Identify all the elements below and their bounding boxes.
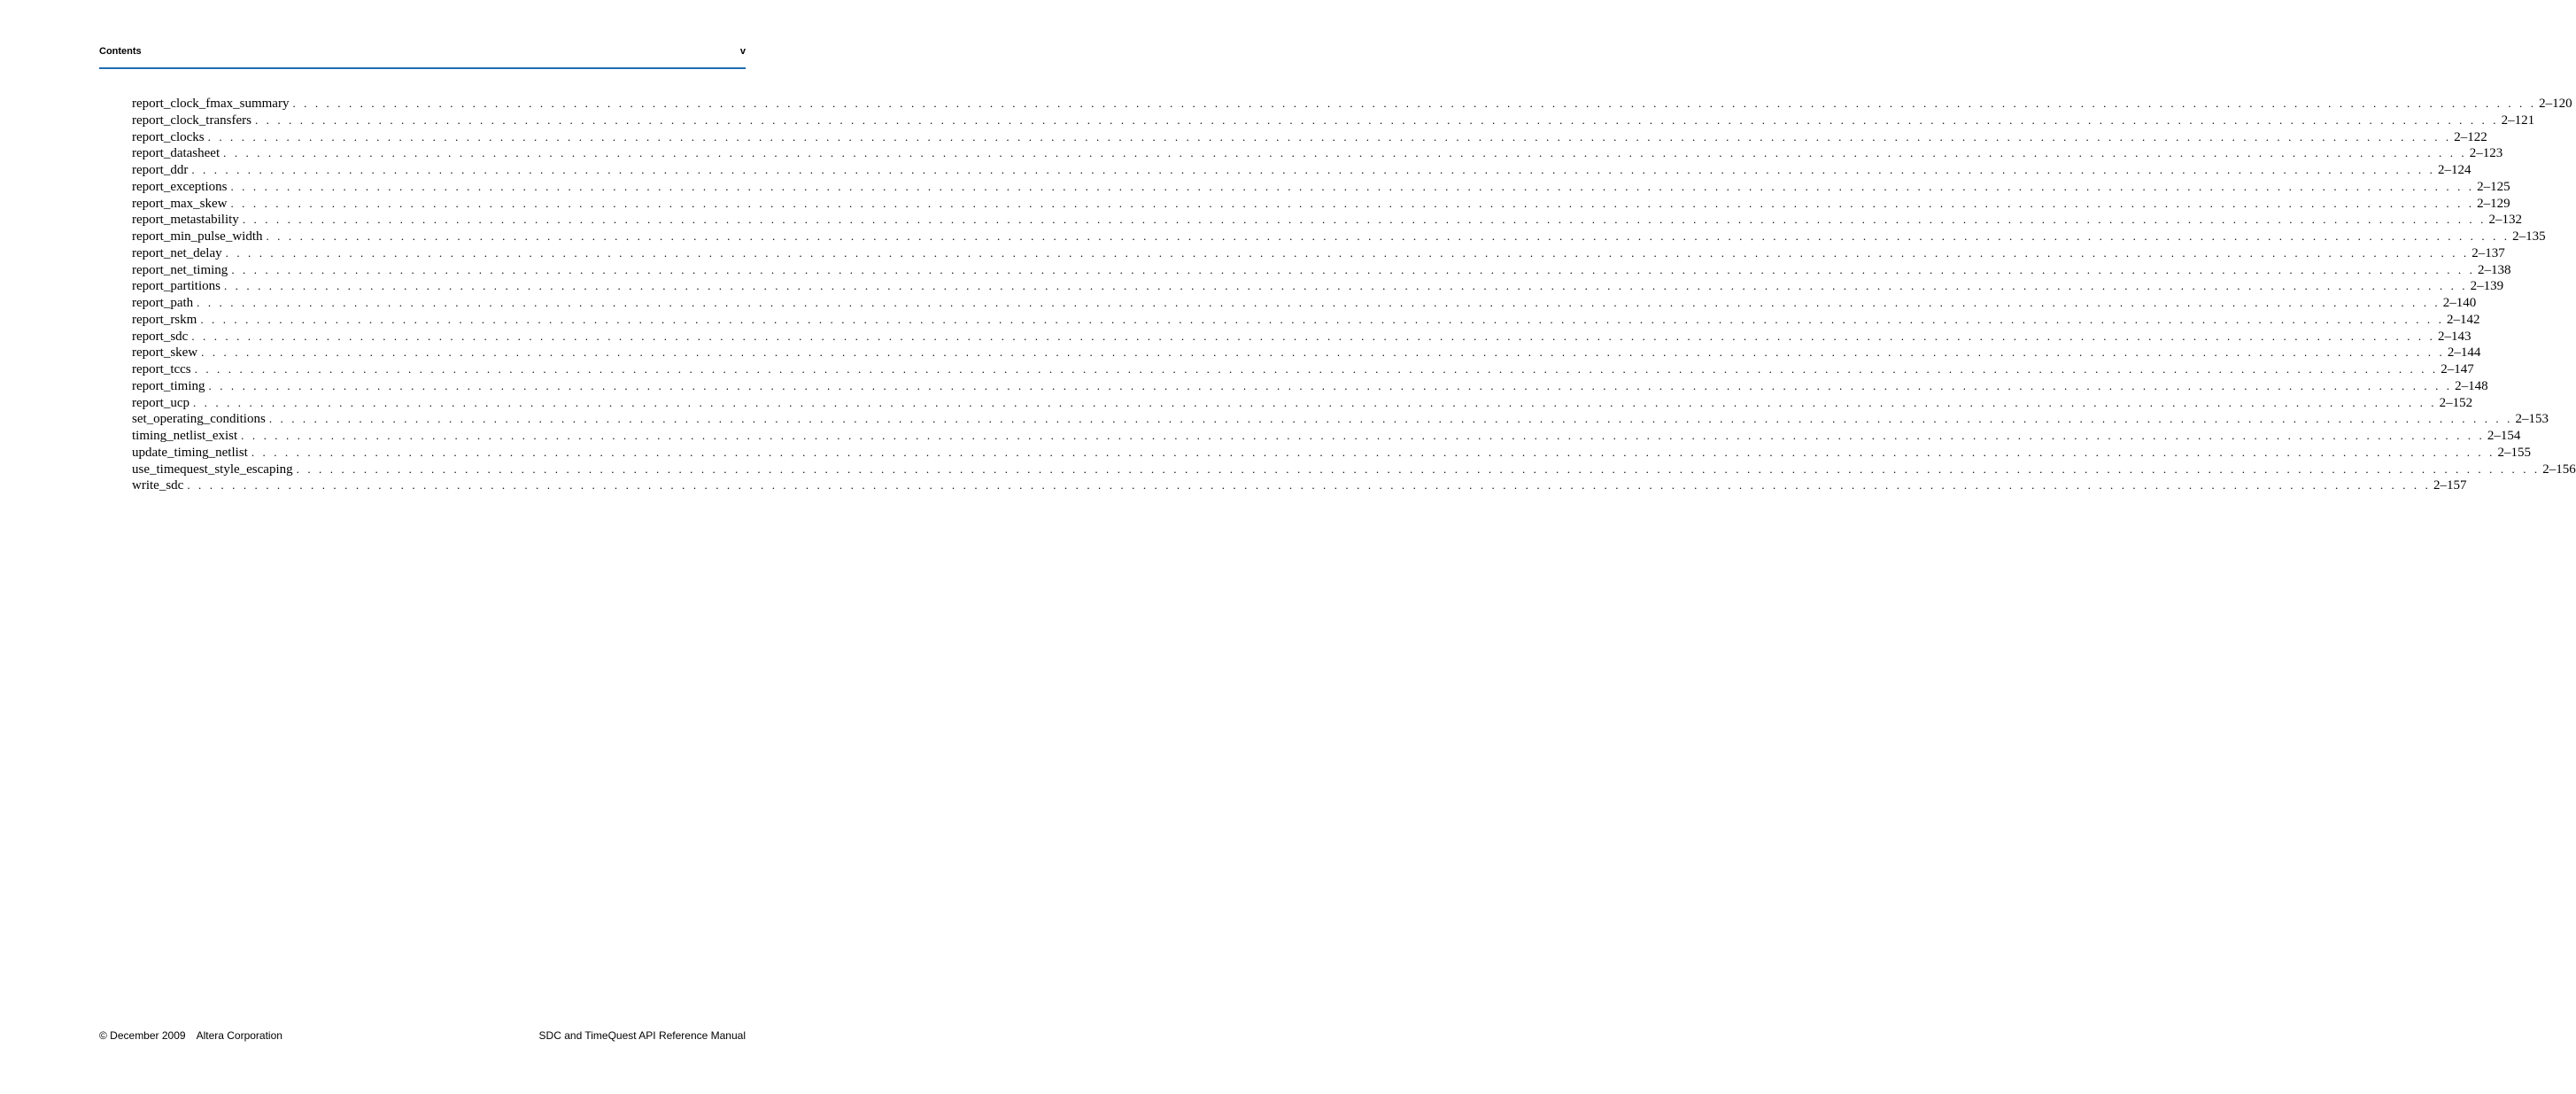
- toc-entry[interactable]: [132, 113, 2535, 129]
- toc-dot-leader: . . . . . . . . . . . . . . . . . . . . . . . . . . . . . . . . . . . . . . . . . . . . . . . . . . . . . . . . . . . . . . . . . . . . . . . . . . . . . . . . . . . . . . . . . . . . . . . . . . . . . . . . . . . . . . . . . . . . . . . . . . . . . . . . . . . . . . . . . . . . . . . . . . . . . . . . . . . . . . . . . . . . . . . . . . . . . . . . . . . . . . . . . . . . . . . . . . . . . . . .: [241, 429, 2485, 442]
- toc-entry-page: 2–155: [2497, 445, 2531, 460]
- toc-dot-leader: . . . . . . . . . . . . . . . . . . . . . . . . . . . . . . . . . . . . . . . . . . . . . . . . . . . . . . . . . . . . . . . . . . . . . . . . . . . . . . . . . . . . . . . . . . . . . . . . . . . . . . . . . . . . . . . . . . . . . . . . . . . . . . . . . . . . . . . . . . . . . . . . . . . . . . . . . . . . . . . . . . . . . . . . . . . . . . . . . . . . . . . . . . . . . . . . . . . . . . . .: [223, 279, 2468, 293]
- toc-entry-title: report_tccs: [132, 362, 191, 376]
- toc-entry-page: 2–148: [2455, 378, 2488, 393]
- toc-dot-leader: . . . . . . . . . . . . . . . . . . . . . . . . . . . . . . . . . . . . . . . . . . . . . . . . . . . . . . . . . . . . . . . . . . . . . . . . . . . . . . . . . . . . . . . . . . . . . . . . . . . . . . . . . . . . . . . . . . . . . . . . . . . . . . . . . . . . . . . . . . . . . . . . . . . . . . . . . . . . . . . . . . . . . . . . . . . . . . . . . . . . . . . . . . . . . . . . . . . . . . . .: [194, 362, 2439, 376]
- toc-entry-page: 2–123: [2469, 146, 2503, 161]
- toc-entry-title: report_sdc: [132, 329, 189, 344]
- page-footer: [99, 1029, 746, 1044]
- footer-manual-title: SDC and TimeQuest API Reference Manual: [538, 1029, 746, 1042]
- toc-entry[interactable]: [132, 245, 2505, 262]
- toc-dot-leader: . . . . . . . . . . . . . . . . . . . . . . . . . . . . . . . . . . . . . . . . . . . . . . . . . . . . . . . . . . . . . . . . . . . . . . . . . . . . . . . . . . . . . . . . . . . . . . . . . . . . . . . . . . . . . . . . . . . . . . . . . . . . . . . . . . . . . . . . . . . . . . . . . . . . . . . . . . . . . . . . . . . . . . . . . . . . . . . . . . . . . . . . . . . . . . . . . . . . . . . .: [225, 245, 2470, 260]
- toc-dot-leader: . . . . . . . . . . . . . . . . . . . . . . . . . . . . . . . . . . . . . . . . . . . . . . . . . . . . . . . . . . . . . . . . . . . . . . . . . . . . . . . . . . . . . . . . . . . . . . . . . . . . . . . . . . . . . . . . . . . . . . . . . . . . . . . . . . . . . . . . . . . . . . . . . . . . . . . . . . . . . . . . . . . . . . . . . . . . . . . . . . . . . . . . . . . . . . . . . . . . . . . .: [191, 329, 2435, 343]
- toc-entry-title: report_partitions: [132, 279, 220, 294]
- header-page-number: v: [739, 46, 746, 57]
- toc-dot-leader: . . . . . . . . . . . . . . . . . . . . . . . . . . . . . . . . . . . . . . . . . . . . . . . . . . . . . . . . . . . . . . . . . . . . . . . . . . . . . . . . . . . . . . . . . . . . . . . . . . . . . . . . . . . . . . . . . . . . . . . . . . . . . . . . . . . . . . . . . . . . . . . . . . . . . . . . . . . . . . . . . . . . . . . . . . . . . . . . . . . . . . . . . . . . . . . . . . . . . . . .: [230, 179, 2475, 193]
- toc-entry-title: report_datasheet: [132, 146, 220, 161]
- toc-entry-title: report_timing: [132, 378, 205, 393]
- toc-dot-leader: . . . . . . . . . . . . . . . . . . . . . . . . . . . . . . . . . . . . . . . . . . . . . . . . . . . . . . . . . . . . . . . . . . . . . . . . . . . . . . . . . . . . . . . . . . . . . . . . . . . . . . . . . . . . . . . . . . . . . . . . . . . . . . . . . . . . . . . . . . . . . . . . . . . . . . . . . . . . . . . . . . . . . . . . . . . . . . . . . . . . . . . . . . . . . . . . . . . . . . . .: [230, 196, 2475, 210]
- toc-entry-page: 2–132: [2488, 213, 2522, 228]
- footer-company: Altera Corporation: [196, 1029, 282, 1042]
- toc-entry-page: 2–157: [2433, 478, 2467, 493]
- toc-entry-page: 2–140: [2442, 296, 2477, 310]
- toc-entry[interactable]: [132, 262, 2511, 279]
- footer-date: © December 2009: [99, 1029, 186, 1042]
- toc-entry-title: report_net_timing: [132, 262, 228, 277]
- toc-entry-page: 2–121: [2501, 113, 2535, 128]
- toc-entry-page: 2–125: [2477, 179, 2510, 194]
- toc-entry-page: 2–144: [2447, 345, 2481, 361]
- toc-entry[interactable]: [132, 96, 2572, 113]
- toc-entry-title: report_metastability: [132, 213, 239, 228]
- toc-entry-page: 2–153: [2515, 412, 2549, 427]
- toc-dot-leader: . . . . . . . . . . . . . . . . . . . . . . . . . . . . . . . . . . . . . . . . . . . . . . . . . . . . . . . . . . . . . . . . . . . . . . . . . . . . . . . . . . . . . . . . . . . . . . . . . . . . . . . . . . . . . . . . . . . . . . . . . . . . . . . . . . . . . . . . . . . . . . . . . . . . . . . . . . . . . . . . . . . . . . . . . . . . . . . . . . . . . . . . . . . . . . . . . . . . . . . .: [254, 113, 2499, 127]
- toc-dot-leader: . . . . . . . . . . . . . . . . . . . . . . . . . . . . . . . . . . . . . . . . . . . . . . . . . . . . . . . . . . . . . . . . . . . . . . . . . . . . . . . . . . . . . . . . . . . . . . . . . . . . . . . . . . . . . . . . . . . . . . . . . . . . . . . . . . . . . . . . . . . . . . . . . . . . . . . . . . . . . . . . . . . . . . . . . . . . . . . . . . . . . . . . . . . . . . . . . . . . . . . .: [187, 478, 2431, 493]
- toc-entry-page: 2–139: [2470, 279, 2504, 294]
- toc-entry[interactable]: [132, 378, 2488, 395]
- toc-entry-title: set_operating_conditions: [132, 412, 266, 427]
- toc-entry[interactable]: [132, 129, 2487, 146]
- toc-dot-leader: . . . . . . . . . . . . . . . . . . . . . . . . . . . . . . . . . . . . . . . . . . . . . . . . . . . . . . . . . . . . . . . . . . . . . . . . . . . . . . . . . . . . . . . . . . . . . . . . . . . . . . . . . . . . . . . . . . . . . . . . . . . . . . . . . . . . . . . . . . . . . . . . . . . . . . . . . . . . . . . . . . . . . . . . . . . . . . . . . . . . . . . . . . . . . . . . . . . . . . . .: [191, 163, 2435, 176]
- toc-dot-leader: . . . . . . . . . . . . . . . . . . . . . . . . . . . . . . . . . . . . . . . . . . . . . . . . . . . . . . . . . . . . . . . . . . . . . . . . . . . . . . . . . . . . . . . . . . . . . . . . . . . . . . . . . . . . . . . . . . . . . . . . . . . . . . . . . . . . . . . . . . . . . . . . . . . . . . . . . . . . . . . . . . . . . . . . . . . . . . . . . . . . . . . . . . . . . . . . . . . . . . . .: [268, 412, 2513, 426]
- table-of-contents: [132, 96, 2576, 494]
- toc-entry-title: use_timequest_style_escaping: [132, 462, 293, 477]
- toc-dot-leader: . . . . . . . . . . . . . . . . . . . . . . . . . . . . . . . . . . . . . . . . . . . . . . . . . . . . . . . . . . . . . . . . . . . . . . . . . . . . . . . . . . . . . . . . . . . . . . . . . . . . . . . . . . . . . . . . . . . . . . . . . . . . . . . . . . . . . . . . . . . . . . . . . . . . . . . . . . . . . . . . . . . . . . . . . . . . . . . . . . . . . . . . . . . . . . . . . . . . . . . .: [231, 262, 2475, 276]
- header-section-title: Contents: [99, 46, 142, 57]
- toc-entry-page: 2–154: [2487, 429, 2521, 443]
- toc-entry-page: 2–143: [2437, 329, 2472, 344]
- toc-dot-leader: . . . . . . . . . . . . . . . . . . . . . . . . . . . . . . . . . . . . . . . . . . . . . . . . . . . . . . . . . . . . . . . . . . . . . . . . . . . . . . . . . . . . . . . . . . . . . . . . . . . . . . . . . . . . . . . . . . . . . . . . . . . . . . . . . . . . . . . . . . . . . . . . . . . . . . . . . . . . . . . . . . . . . . . . . . . . . . . . . . . . . . . . . . . . . . . . . . . . . . . .: [192, 395, 2437, 409]
- toc-entry-title: report_skew: [132, 345, 198, 361]
- toc-entry-page: 2–137: [2472, 245, 2505, 260]
- toc-entry-title: report_clock_transfers: [132, 113, 251, 128]
- toc-entry[interactable]: [132, 229, 2546, 245]
- toc-entry-title: report_net_delay: [132, 245, 222, 260]
- toc-entry[interactable]: [132, 411, 2549, 428]
- toc-entry[interactable]: [132, 162, 2472, 179]
- toc-dot-leader: . . . . . . . . . . . . . . . . . . . . . . . . . . . . . . . . . . . . . . . . . . . . . . . . . . . . . . . . . . . . . . . . . . . . . . . . . . . . . . . . . . . . . . . . . . . . . . . . . . . . . . . . . . . . . . . . . . . . . . . . . . . . . . . . . . . . . . . . . . . . . . . . . . . . . . . . . . . . . . . . . . . . . . . . . . . . . . . . . . . . . . . . . . . . . . . . . . . . . . . .: [197, 296, 2441, 309]
- toc-entry-page: 2–129: [2477, 196, 2510, 211]
- toc-dot-leader: . . . . . . . . . . . . . . . . . . . . . . . . . . . . . . . . . . . . . . . . . . . . . . . . . . . . . . . . . . . . . . . . . . . . . . . . . . . . . . . . . . . . . . . . . . . . . . . . . . . . . . . . . . . . . . . . . . . . . . . . . . . . . . . . . . . . . . . . . . . . . . . . . . . . . . . . . . . . . . . . . . . . . . . . . . . . . . . . . . . . . . . . . . . . . . . . . . . . . . . .: [242, 213, 2487, 227]
- toc-dot-leader: . . . . . . . . . . . . . . . . . . . . . . . . . . . . . . . . . . . . . . . . . . . . . . . . . . . . . . . . . . . . . . . . . . . . . . . . . . . . . . . . . . . . . . . . . . . . . . . . . . . . . . . . . . . . . . . . . . . . . . . . . . . . . . . . . . . . . . . . . . . . . . . . . . . . . . . . . . . . . . . . . . . . . . . . . . . . . . . . . . . . . . . . . . . . . . . . . . . . . . . .: [223, 146, 2467, 160]
- toc-entry[interactable]: [132, 145, 2503, 162]
- toc-entry-title: report_clocks: [132, 129, 205, 144]
- toc-entry[interactable]: [132, 428, 2521, 445]
- toc-entry[interactable]: [132, 395, 2473, 412]
- toc-entry[interactable]: [132, 462, 2576, 478]
- toc-entry-title: report_exceptions: [132, 179, 228, 194]
- toc-dot-leader: . . . . . . . . . . . . . . . . . . . . . . . . . . . . . . . . . . . . . . . . . . . . . . . . . . . . . . . . . . . . . . . . . . . . . . . . . . . . . . . . . . . . . . . . . . . . . . . . . . . . . . . . . . . . . . . . . . . . . . . . . . . . . . . . . . . . . . . . . . . . . . . . . . . . . . . . . . . . . . . . . . . . . . . . . . . . . . . . . . . . . . . . . . . . . . . . . . . . . . . .: [296, 462, 2541, 476]
- toc-entry-title: report_rskm: [132, 312, 197, 327]
- toc-dot-leader: . . . . . . . . . . . . . . . . . . . . . . . . . . . . . . . . . . . . . . . . . . . . . . . . . . . . . . . . . . . . . . . . . . . . . . . . . . . . . . . . . . . . . . . . . . . . . . . . . . . . . . . . . . . . . . . . . . . . . . . . . . . . . . . . . . . . . . . . . . . . . . . . . . . . . . . . . . . . . . . . . . . . . . . . . . . . . . . . . . . . . . . . . . . . . . . . . . . . . . . .: [266, 229, 2510, 243]
- toc-entry[interactable]: [132, 179, 2510, 196]
- toc-dot-leader: . . . . . . . . . . . . . . . . . . . . . . . . . . . . . . . . . . . . . . . . . . . . . . . . . . . . . . . . . . . . . . . . . . . . . . . . . . . . . . . . . . . . . . . . . . . . . . . . . . . . . . . . . . . . . . . . . . . . . . . . . . . . . . . . . . . . . . . . . . . . . . . . . . . . . . . . . . . . . . . . . . . . . . . . . . . . . . . . . . . . . . . . . . . . . . . . . . . . . . . .: [200, 312, 2444, 326]
- toc-entry-page: 2–147: [2441, 362, 2474, 376]
- toc-entry-page: 2–135: [2512, 229, 2546, 244]
- toc-entry-title: report_max_skew: [132, 196, 228, 211]
- toc-entry[interactable]: [132, 361, 2474, 378]
- toc-entry-page: 2–152: [2439, 395, 2473, 410]
- toc-entry-title: report_ucp: [132, 395, 190, 410]
- toc-entry-page: 2–122: [2454, 129, 2487, 144]
- toc-entry-page: 2–124: [2437, 163, 2472, 177]
- toc-dot-leader: . . . . . . . . . . . . . . . . . . . . . . . . . . . . . . . . . . . . . . . . . . . . . . . . . . . . . . . . . . . . . . . . . . . . . . . . . . . . . . . . . . . . . . . . . . . . . . . . . . . . . . . . . . . . . . . . . . . . . . . . . . . . . . . . . . . . . . . . . . . . . . . . . . . . . . . . . . . . . . . . . . . . . . . . . . . . . . . . . . . . . . . . . . . . . . . . . . . . . . . .: [207, 129, 2452, 144]
- toc-entry-title: report_clock_fmax_summary: [132, 97, 290, 111]
- toc-entry-title: report_path: [132, 296, 194, 310]
- toc-entry[interactable]: [132, 196, 2510, 213]
- toc-entry-page: 2–142: [2446, 312, 2480, 327]
- toc-entry[interactable]: [132, 312, 2480, 329]
- toc-entry-page: 2–138: [2477, 262, 2511, 277]
- toc-entry[interactable]: [132, 278, 2504, 295]
- toc-dot-leader: . . . . . . . . . . . . . . . . . . . . . . . . . . . . . . . . . . . . . . . . . . . . . . . . . . . . . . . . . . . . . . . . . . . . . . . . . . . . . . . . . . . . . . . . . . . . . . . . . . . . . . . . . . . . . . . . . . . . . . . . . . . . . . . . . . . . . . . . . . . . . . . . . . . . . . . . . . . . . . . . . . . . . . . . . . . . . . . . . . . . . . . . . . . . . . . . . . . . . . . .: [208, 378, 2453, 392]
- toc-entry-title: update_timing_netlist: [132, 445, 248, 460]
- toc-entry-title: write_sdc: [132, 478, 184, 493]
- toc-entry[interactable]: [132, 295, 2477, 312]
- toc-dot-leader: . . . . . . . . . . . . . . . . . . . . . . . . . . . . . . . . . . . . . . . . . . . . . . . . . . . . . . . . . . . . . . . . . . . . . . . . . . . . . . . . . . . . . . . . . . . . . . . . . . . . . . . . . . . . . . . . . . . . . . . . . . . . . . . . . . . . . . . . . . . . . . . . . . . . . . . . . . . . . . . . . . . . . . . . . . . . . . . . . . . . . . . . . . . . . . . . . . . . . . . .: [292, 97, 2537, 110]
- toc-entry-title: report_min_pulse_width: [132, 229, 263, 244]
- toc-entry-page: 2–156: [2542, 462, 2576, 477]
- toc-entry-title: timing_netlist_exist: [132, 429, 238, 443]
- toc-entry[interactable]: [132, 212, 2522, 229]
- toc-entry-title: report_ddr: [132, 163, 189, 177]
- toc-entry[interactable]: [132, 445, 2531, 462]
- footer-left: [99, 1029, 282, 1042]
- toc-dot-leader: . . . . . . . . . . . . . . . . . . . . . . . . . . . . . . . . . . . . . . . . . . . . . . . . . . . . . . . . . . . . . . . . . . . . . . . . . . . . . . . . . . . . . . . . . . . . . . . . . . . . . . . . . . . . . . . . . . . . . . . . . . . . . . . . . . . . . . . . . . . . . . . . . . . . . . . . . . . . . . . . . . . . . . . . . . . . . . . . . . . . . . . . . . . . . . . . . . . . . . . .: [201, 345, 2445, 360]
- toc-entry[interactable]: [132, 329, 2472, 345]
- toc-entry-page: 2–120: [2539, 97, 2572, 111]
- toc-entry[interactable]: [132, 345, 2481, 361]
- toc-entry[interactable]: [132, 477, 2467, 494]
- toc-dot-leader: . . . . . . . . . . . . . . . . . . . . . . . . . . . . . . . . . . . . . . . . . . . . . . . . . . . . . . . . . . . . . . . . . . . . . . . . . . . . . . . . . . . . . . . . . . . . . . . . . . . . . . . . . . . . . . . . . . . . . . . . . . . . . . . . . . . . . . . . . . . . . . . . . . . . . . . . . . . . . . . . . . . . . . . . . . . . . . . . . . . . . . . . . . . . . . . . . . . . . . . .: [251, 445, 2495, 459]
- page-header: [99, 46, 746, 69]
